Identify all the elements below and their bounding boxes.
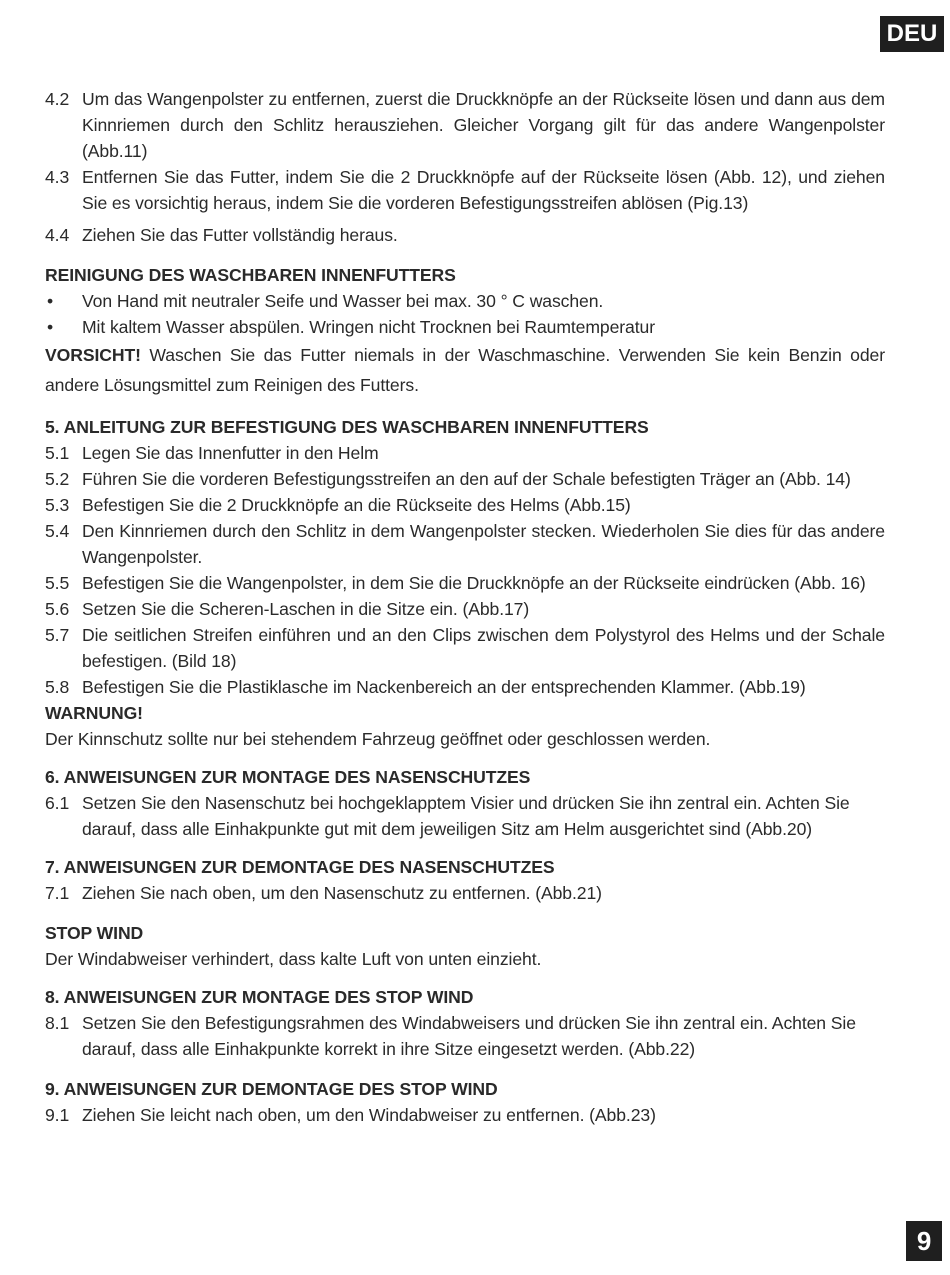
step-7-1 — [45, 880, 885, 906]
step-number: 5.1 — [45, 443, 70, 463]
step-text: Den Kinnriemen durch den Schlitz in dem Wangenpolster stecken. Wiederholen Sie dies für das andere Wangenpolster. — [82, 521, 885, 567]
step-text: Legen Sie das Innenfutter in den Helm — [82, 443, 379, 463]
cleaning-heading: REINIGUNG DES WASCHBAREN INNENFUTTERS — [45, 265, 456, 285]
section-7-heading: 7. ANWEISUNGEN ZUR DEMONTAGE DES NASENSCHUTZES — [45, 857, 555, 877]
step-text: Entfernen Sie das Futter, indem Sie die 2 Druckknöpfe auf der Rückseite lösen (Abb. 12), und ziehen Sie es vorsichtig heraus, indem Sie die vorderen Befestigungsstreifen ablösen (Pig.13) — [82, 167, 885, 213]
step-number: 5.5 — [45, 573, 70, 593]
step-number: 4.3 — [45, 167, 70, 187]
step-text: Die seitlichen Streifen einführen und an den Clips zwischen dem Polystyrol des Helms und der Schale befestigen. (Bild 18) — [82, 625, 885, 671]
caution-paragraph — [45, 340, 885, 400]
step-text: Um das Wangenpolster zu entfernen, zuerst die Druckknöpfe an der Rückseite lösen und dann aus dem Kinnriemen durch den Schlitz herausziehen. Gleicher Vorgang gilt für das andere Wangenpolster (Abb.11) — [82, 89, 885, 161]
caution-label: VORSICHT! — [45, 345, 141, 365]
step-text: Setzen Sie den Befestigungsrahmen des Windabweisers und drücken Sie ihn zentral ein. Achten Sie darauf, dass alle Einhakpunkte korrekt in ihre Sitze eingesetzt werden. (Abb.22) — [82, 1013, 856, 1059]
step-number: 5.8 — [45, 677, 70, 697]
warning-text: Der Kinnschutz sollte nur bei stehendem Fahrzeug geöffnet oder geschlossen werden. — [45, 729, 711, 749]
bullet-text: Von Hand mit neutraler Seife und Wasser bei max. 30 ° C waschen. — [82, 291, 604, 311]
step-text: Befestigen Sie die Wangenpolster, in dem Sie die Druckknöpfe an der Rückseite eindrücken (Abb. 16) — [82, 573, 866, 593]
step-5-8 — [45, 674, 885, 700]
step-number: 4.2 — [45, 89, 70, 109]
step-number: 5.2 — [45, 469, 70, 489]
language-badge: DEU — [880, 16, 944, 52]
step-number: 5.3 — [45, 495, 70, 515]
step-text: Ziehen Sie leicht nach oben, um den Windabweiser zu entfernen. (Abb.23) — [82, 1105, 656, 1125]
section-8-heading: 8. ANWEISUNGEN ZUR MONTAGE DES STOP WIND — [45, 987, 474, 1007]
step-5-4 — [45, 518, 885, 570]
caution-text: Waschen Sie das Futter niemals in der Waschmaschine. Verwenden Sie kein Benzin oder andere Lösungsmittel zum Reinigen des Futters. — [45, 345, 885, 395]
stop-wind-heading: STOP WIND — [45, 923, 144, 943]
step-6-1 — [45, 790, 885, 842]
step-4-2 — [45, 86, 885, 164]
step-text: Ziehen Sie nach oben, um den Nasenschutz zu entfernen. (Abb.21) — [82, 883, 602, 903]
step-text: Befestigen Sie die Plastiklasche im Nackenbereich an der entsprechenden Klammer. (Abb.19) — [82, 677, 806, 697]
section-6-heading: 6. ANWEISUNGEN ZUR MONTAGE DES NASENSCHUTZES — [45, 767, 531, 787]
step-number: 5.6 — [45, 599, 70, 619]
step-5-7 — [45, 622, 885, 674]
bullet-icon: • — [47, 291, 54, 311]
stop-wind-text: Der Windabweiser verhindert, dass kalte Luft von unten einzieht. — [45, 949, 542, 969]
step-5-3 — [45, 492, 885, 518]
section-9-heading: 9. ANWEISUNGEN ZUR DEMONTAGE DES STOP WIND — [45, 1079, 498, 1099]
step-5-5 — [45, 570, 885, 596]
cleaning-bullet — [45, 288, 885, 314]
step-number: 6.1 — [45, 793, 70, 813]
section-5-heading: 5. ANLEITUNG ZUR BEFESTIGUNG DES WASCHBAREN INNENFUTTERS — [45, 417, 649, 437]
step-5-1 — [45, 440, 885, 466]
bullet-text: Mit kaltem Wasser abspülen. Wringen nicht Trocknen bei Raumtemperatur — [82, 317, 655, 337]
step-8-1 — [45, 1010, 885, 1062]
step-text: Ziehen Sie das Futter vollständig heraus. — [82, 225, 398, 245]
step-text: Befestigen Sie die 2 Druckknöpfe an die Rückseite des Helms (Abb.15) — [82, 495, 631, 515]
manual-content — [45, 86, 885, 1128]
step-number: 9.1 — [45, 1105, 70, 1125]
step-text: Setzen Sie den Nasenschutz bei hochgeklapptem Visier und drücken Sie ihn zentral ein. Achten Sie darauf, dass alle Einhakpunkte gut mit dem jeweiligen Sitz am Helm ausgerichtet sind (Abb.20) — [82, 793, 850, 839]
page-number-badge: 9 — [906, 1221, 942, 1261]
step-text: Führen Sie die vorderen Befestigungsstreifen an den auf der Schale befestigten Träger an (Abb. 14) — [82, 469, 851, 489]
step-number: 5.4 — [45, 521, 70, 541]
step-text: Setzen Sie die Scheren-Laschen in die Sitze ein. (Abb.17) — [82, 599, 530, 619]
step-4-3 — [45, 164, 885, 216]
step-number: 5.7 — [45, 625, 70, 645]
step-5-2 — [45, 466, 885, 492]
step-5-6 — [45, 596, 885, 622]
cleaning-bullet — [45, 314, 885, 340]
warning-label: WARNUNG! — [45, 703, 143, 723]
step-number: 8.1 — [45, 1013, 70, 1033]
step-number: 4.4 — [45, 225, 70, 245]
bullet-icon: • — [47, 317, 54, 337]
step-number: 7.1 — [45, 883, 70, 903]
step-9-1 — [45, 1102, 885, 1128]
step-4-4 — [45, 222, 885, 248]
